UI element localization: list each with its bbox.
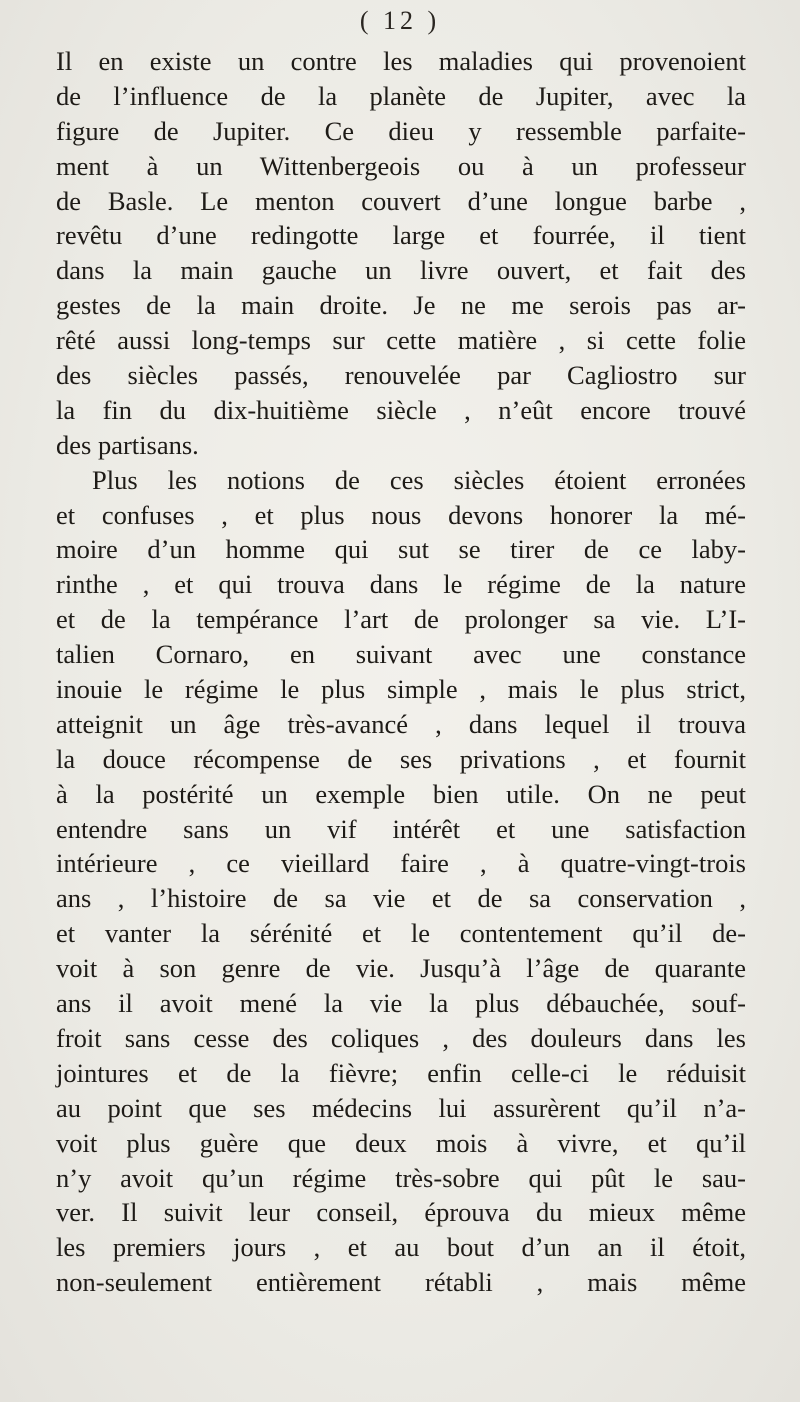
text-line: et de la tempérance l’art de prolonger sa vie. L’I-	[56, 604, 746, 635]
text-line: atteignit un âge très-avancé , dans lequel il trouva	[56, 708, 746, 739]
text-line: ver. Il suivit leur conseil, éprouva du mieux même	[56, 1197, 746, 1228]
text-line: de l’influence de la planète de Jupiter, avec la	[56, 80, 746, 111]
text-line: au point que ses médecins lui assurèrent qu’il n’a-	[56, 1092, 746, 1123]
text-line: la douce récompense de ses privations , et fournit	[56, 743, 746, 774]
text-line: à la postérité un exemple bien utile. On ne peut	[56, 778, 746, 809]
text-line: revêtu d’une redingotte large et fourrée, il tient	[56, 220, 746, 251]
text-line: voit à son genre de vie. Jusqu’à l’âge de quarante	[56, 953, 746, 984]
text-line: figure de Jupiter. Ce dieu y ressemble parfaite-	[56, 115, 746, 146]
text-line: jointures et de la fièvre; enfin celle-ci le réduisit	[56, 1057, 746, 1088]
page-number: ( 12 )	[359, 6, 441, 35]
text-line: et vanter la sérénité et le contentement qu’il de-	[56, 918, 746, 949]
text-line: moire d’un homme qui sut se tirer de ce laby-	[56, 534, 746, 565]
text-line: et confuses , et plus nous devons honorer la mé-	[56, 499, 746, 530]
text-line: froit sans cesse des coliques , des douleurs dans les	[56, 1022, 746, 1053]
text-line: rêté aussi long-temps sur cette matière , si cette folie	[56, 325, 746, 356]
text-line: dans la main gauche un livre ouvert, et fait des	[56, 255, 746, 286]
text-line: rinthe , et qui trouva dans le régime de la nature	[56, 569, 746, 600]
text-line: talien Cornaro, en suivant avec une constance	[56, 639, 746, 670]
text-line: les premiers jours , et au bout d’un an il étoit,	[56, 1232, 746, 1263]
body-text	[56, 44, 746, 1300]
text-line: intérieure , ce vieillard faire , à quatre-vingt-trois	[56, 848, 746, 879]
text-line: des partisans.	[56, 429, 199, 460]
text-line: inouie le régime le plus simple , mais le plus strict,	[56, 674, 746, 705]
text-line: ment à un Wittenbergeois ou à un professeur	[56, 150, 746, 181]
text-line: Plus les notions de ces siècles étoient erronées	[92, 464, 746, 495]
text-line: des siècles passés, renouvelée par Cagliostro sur	[56, 360, 746, 391]
text-line: ans il avoit mené la vie la plus débauchée, souf-	[56, 988, 746, 1019]
text-line: la fin du dix-huitième siècle , n’eût encore trouvé	[56, 394, 746, 425]
text-line: voit plus guère que deux mois à vivre, et qu’il	[56, 1127, 746, 1158]
text-line: entendre sans un vif intérêt et une satisfaction	[56, 813, 746, 844]
text-line: gestes de la main droite. Je ne me serois pas ar-	[56, 290, 746, 321]
text-line: n’y avoit qu’un régime très-sobre qui pût le sau-	[56, 1162, 746, 1193]
text-line: ans , l’histoire de sa vie et de sa conservation ,	[56, 883, 746, 914]
paragraph-1	[56, 44, 746, 463]
text-line: de Basle. Le menton couvert d’une longue barbe ,	[56, 185, 746, 216]
paragraph-2	[56, 463, 746, 1300]
text-line: Il en existe un contre les maladies qui provenoient	[56, 46, 746, 76]
text-line: non-seulement entièrement rétabli , mais même	[56, 1267, 746, 1298]
